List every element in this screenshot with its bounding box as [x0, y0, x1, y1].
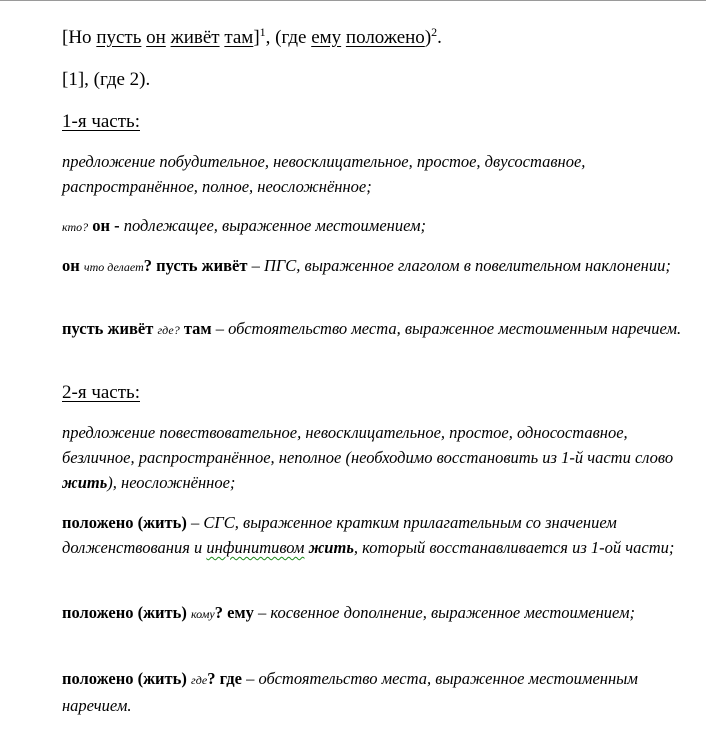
- adverbial-source: положено (жить): [62, 669, 187, 688]
- predicate-description-end: , который восстанавливается из 1-ой части;: [353, 538, 675, 557]
- part2-heading: [62, 381, 702, 405]
- word-on: он: [146, 27, 166, 48]
- predicate-source: он: [62, 256, 80, 275]
- question-text: где: [191, 673, 208, 687]
- part2-characteristic: [62, 420, 702, 495]
- sentence-scheme: [1], (где 2).: [62, 69, 151, 90]
- object-word: ? ему: [214, 603, 254, 622]
- adverbial-source: пусть живёт: [62, 319, 154, 338]
- question-text: что делает: [83, 260, 144, 274]
- bracket-close: ]: [253, 27, 260, 48]
- restored-word: жить: [62, 473, 108, 492]
- adverbial-word: там: [183, 319, 212, 338]
- word-gde: где: [281, 27, 307, 48]
- subject-word: он -: [92, 216, 120, 235]
- sentence-line: [62, 26, 702, 50]
- characteristic-end: ), неосложнённое;: [107, 473, 236, 492]
- word-no: Но: [68, 27, 92, 48]
- spellcheck-underlined-word: инфинитивом: [206, 538, 305, 557]
- word-tam: там: [224, 27, 254, 48]
- period: .: [437, 27, 442, 48]
- paren-open: (: [275, 27, 282, 48]
- part2-heading-text: 2-я часть:: [62, 382, 140, 403]
- superscript-1: 1: [259, 25, 266, 39]
- part1-heading: [62, 110, 702, 134]
- infinitive-word: жить: [308, 538, 354, 557]
- adverbial-description: – обстоятельство места, выраженное местоименным наречием.: [62, 669, 638, 715]
- part1-subject: [62, 213, 702, 240]
- part1-characteristic: предложение побудительное, невосклицательное, простое, двусоставное, распространённое, полное, неосложнённое;: [62, 152, 586, 196]
- part1-heading-text: 1-я часть:: [62, 111, 140, 132]
- predicate-description: – ПГС, выраженное глаголом в повелительном наклонении;: [251, 256, 671, 275]
- question-text: кому: [191, 607, 215, 621]
- characteristic-text: предложение повествовательное, невосклицательное, простое, односоставное, безличное, распространённое, неполное (необходимо восстановить из 1-й части слово: [62, 423, 674, 467]
- word-zhivet: живёт: [170, 27, 220, 48]
- paren-close: ): [424, 27, 432, 48]
- word-pust: пусть: [96, 27, 142, 48]
- adverbial-word: ? где: [207, 669, 242, 688]
- adverbial-description: – обстоятельство места, выраженное местоименным наречием.: [215, 319, 682, 338]
- page-top-border: [0, 0, 706, 1]
- part1-predicate: [62, 253, 702, 280]
- predicate-word: ? пусть живёт: [143, 256, 248, 275]
- bracket-open: [: [62, 27, 69, 48]
- part2-predicate: [62, 510, 702, 560]
- word-emu: ему: [311, 27, 342, 48]
- superscript-2: 2: [431, 25, 438, 39]
- part2-adverbial: [62, 666, 702, 718]
- word-polozheno: положено: [345, 27, 425, 48]
- object-source: положено (жить): [62, 603, 187, 622]
- subject-description: подлежащее, выраженное местоимением;: [123, 216, 427, 235]
- predicate-word: положено (жить): [62, 513, 187, 532]
- question-text: кто?: [62, 220, 89, 234]
- question-text: где?: [157, 323, 180, 337]
- object-description: – косвенное дополнение, выраженное местоимением;: [258, 603, 635, 622]
- comma: ,: [265, 27, 276, 48]
- part2-object: [62, 600, 702, 627]
- predicate-description: – СГС, выраженное кратким прилагательным со значением долженствования и: [62, 513, 617, 557]
- part1-adverbial: [62, 316, 702, 343]
